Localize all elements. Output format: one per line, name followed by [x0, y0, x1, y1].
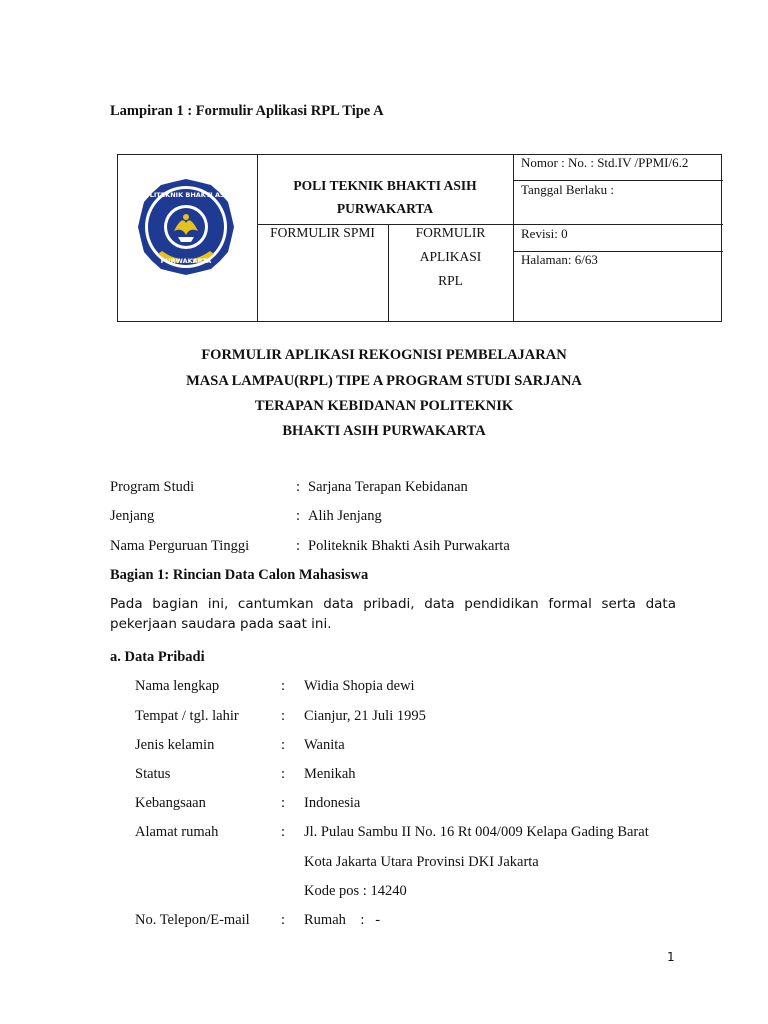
main-title-line2: MASA LAMPAU(RPL) TIPE A PROGRAM STUDI SARJANA	[186, 373, 582, 389]
colon: :	[281, 912, 286, 928]
alamat-rumah-value: Jl. Pulau Sambu II No. 16 Rt 004/009 Kelapa Gading Barat	[304, 824, 649, 840]
program-studi-label: Program Studi	[110, 479, 195, 495]
revision: Revisi: 0	[521, 226, 568, 241]
colon: :	[281, 708, 286, 724]
institution-value: Politeknik Bhakti Asih Purwakarta	[308, 538, 510, 554]
colon: :	[281, 795, 286, 811]
nama-lengkap-label: Nama lengkap	[135, 678, 220, 694]
page-of-total: Halaman: 6/63	[521, 252, 598, 267]
jenis-kelamin-label: Jenis kelamin	[135, 737, 215, 753]
section1-heading: Bagian 1: Rincian Data Calon Mahasiswa	[110, 567, 369, 583]
alamat-rumah-label: Alamat rumah	[135, 824, 219, 840]
attachment-title: Lampiran 1 : Formulir Aplikasi RPL Tipe A	[110, 103, 384, 119]
form-app-line2: APLIKASI	[419, 249, 482, 264]
colon: :	[296, 538, 301, 554]
status-value: Menikah	[304, 766, 356, 782]
document-number: Nomor : No. : Std.IV /PPMI/6.2	[521, 155, 689, 170]
section1-paragraph: Pada bagian ini, cantumkan data pribadi, data pendidikan formal serta data pekerjaan saudara pada saat ini.	[110, 596, 676, 632]
jenjang-label: Jenjang	[110, 508, 155, 524]
program-studi-value: Sarjana Terapan Kebidanan	[308, 479, 468, 495]
form-app-line3: RPL	[438, 273, 463, 288]
effective-date: Tanggal Berlaku :	[521, 182, 614, 197]
form-app-line1: FORMULIR	[415, 225, 486, 240]
colon: :	[281, 737, 286, 753]
subsection-a-heading: a. Data Pribadi	[110, 649, 205, 665]
jenis-kelamin-value: Wanita	[304, 737, 345, 753]
tempat-tgl-lahir-label: Tempat / tgl. lahir	[135, 708, 239, 724]
svg-text:PURWAKARTA: PURWAKARTA	[160, 257, 212, 265]
alamat-rumah-line2: Kota Jakarta Utara Provinsi DKI Jakarta	[304, 854, 539, 870]
institution-name-line1: POLI TEKNIK BHAKTI ASIH	[293, 178, 477, 193]
page-number: 1	[667, 950, 675, 964]
form-spmi-label: FORMULIR SPMI	[270, 225, 375, 240]
logo-text: POLITEKNIK BHAKTI ASIH	[139, 191, 233, 199]
colon: :	[296, 479, 301, 495]
colon: :	[296, 508, 301, 524]
colon: :	[281, 678, 286, 694]
kebangsaan-label: Kebangsaan	[135, 795, 206, 811]
status-label: Status	[135, 766, 171, 782]
telepon-email-label: No. Telepon/E-mail	[135, 912, 250, 928]
telepon-rumah-value: Rumah : -	[304, 912, 381, 928]
main-title-line4: BHAKTI ASIH PURWAKARTA	[282, 423, 486, 439]
tempat-tgl-lahir-value: Cianjur, 21 Juli 1995	[304, 708, 426, 724]
jenjang-value: Alih Jenjang	[308, 508, 382, 524]
main-title-line3: TERAPAN KEBIDANAN POLITEKNIK	[254, 398, 514, 414]
colon: :	[281, 766, 286, 782]
nama-lengkap-value: Widia Shopia dewi	[304, 678, 415, 694]
alamat-rumah-line3: Kode pos : 14240	[304, 883, 407, 899]
institution-name-line2: PURWAKARTA	[336, 201, 434, 216]
document-header-table	[117, 154, 722, 322]
colon: :	[281, 824, 286, 840]
main-title-line1: FORMULIR APLIKASI REKOGNISI PEMBELAJARAN	[201, 347, 567, 363]
kebangsaan-value: Indonesia	[304, 795, 361, 811]
institution-logo-icon	[134, 177, 238, 277]
institution-label: Nama Perguruan Tinggi	[110, 538, 250, 554]
